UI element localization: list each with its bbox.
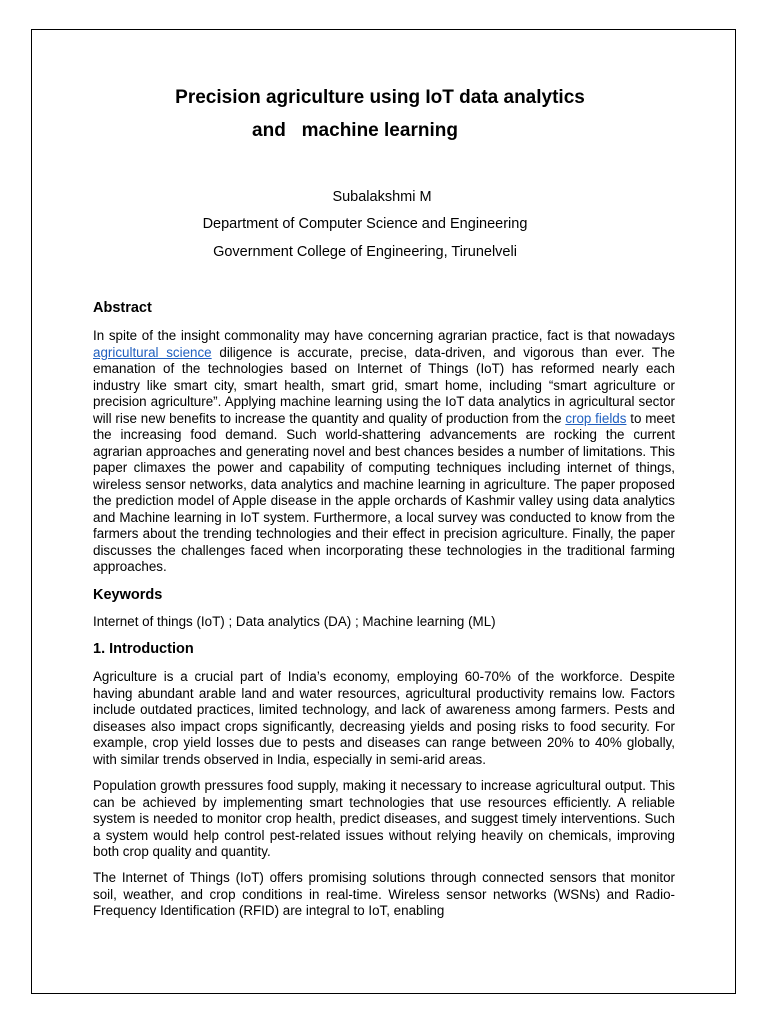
keywords-heading: Keywords	[93, 587, 163, 603]
abstract-heading: Abstract	[93, 300, 152, 316]
introduction-paragraph-3: The Internet of Things (IoT) offers promising solutions through connected sensors that monitor soil, weather, and crop conditions in real-time. Wireless sensor networks (WSNs) and Radio-Frequency Identification (RFID) are integral to IoT, enabling	[93, 870, 675, 918]
agricultural-science-link[interactable]: agricultural science	[93, 344, 212, 360]
abstract-text-part-1: In spite of the insight commonality may have concerning agrarian practice, fact is that nowadays	[93, 328, 675, 343]
abstract-text-part-3: to meet the increasing food demand. Such world-shattering advancements are rocking the current agrarian approaches and generating novel and best chances besides a number of limitations. This paper climaxes the power and capability of computing techniques including internet of things, wireless sensor networks, data analytics and machine learning in agriculture. The paper proposed the prediction model of Apple disease in the apple orchards of Kashmir valley using data analytics and Machine learning in IoT system. Furthermore, a local survey was conducted to know from the farmers about the trending technologies and their effect in precision agriculture. Finally, the paper discusses the challenges faced when incorporating these technologies in the traditional farming approaches.	[93, 410, 675, 574]
keywords-text: Internet of things (IoT) ; Data analytics (DA) ; Machine learning (ML)	[93, 614, 496, 629]
abstract-text-part-2: diligence is accurate, precise, data-driven, and vigorous than ever. The emanation of the technologies based on Internet of Things (IoT) has reformed nearly each industry like smart city, smart health, smart grid, smart home, including “smart agriculture or precision agriculture”. Applying machine learning using the IoT data analytics in agricultural sector will rise new benefits to increase the quantity and quality of production from the	[93, 344, 676, 426]
paper-title-line-1: Precision agriculture using IoT data analytics	[175, 87, 585, 108]
introduction-paragraph-1: Agriculture is a crucial part of India’s economy, employing 60-70% of the workforce. Despite having abundant arable land and water resources, agricultural productivity remains low. Factors include outdated practices, limited technology, and lack of awareness among farmers. Pests and diseases also impact crops significantly, decreasing yields and posing risks to food security. For example, crop yield losses due to pests and diseases can range between 20% to 40% globally, with similar trends observed in India, especially in semi-arid areas.	[93, 669, 675, 767]
abstract-text	[93, 328, 675, 576]
introduction-heading: 1. Introduction	[93, 641, 194, 657]
introduction-paragraph-2: Population growth pressures food supply, making it necessary to increase agricultural output. This can be achieved by implementing smart technologies that use resources efficiently. A reliable system is needed to monitor crop health, predict diseases, and suggest timely interventions. Such a system would help control pest-related issues without relying heavily on chemicals, improving both crop quality and quantity.	[93, 778, 675, 859]
paper-title-line-2: and machine learning	[252, 120, 458, 141]
author-institution: Government College of Engineering, Tirunelveli	[213, 244, 517, 260]
author-department: Department of Computer Science and Engineering	[202, 216, 528, 232]
crop-fields-link[interactable]: crop fields	[565, 410, 627, 426]
author-name: Subalakshmi M	[332, 189, 432, 205]
